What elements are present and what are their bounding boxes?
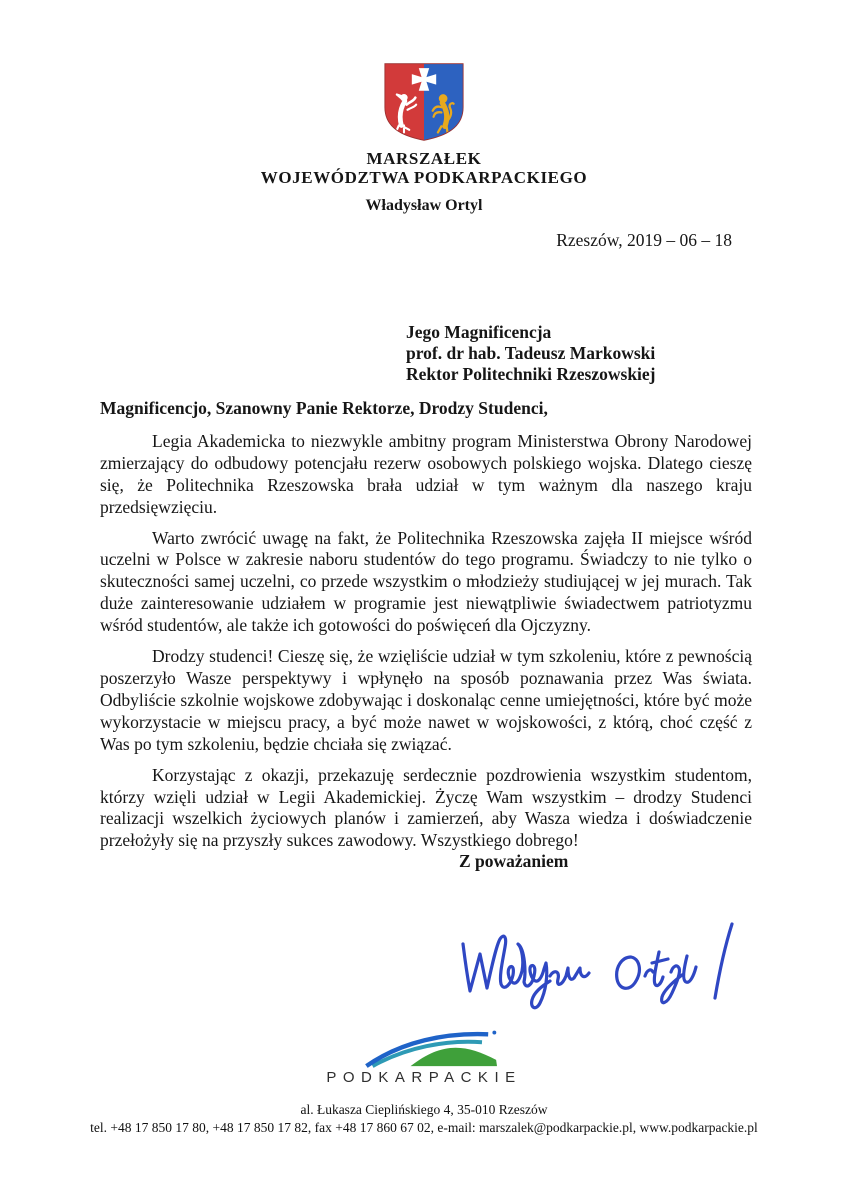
salutation: Magnificencjo, Szanowny Panie Rektorze, Drodzy Studenci, xyxy=(100,398,548,418)
letterhead-title-line2: WOJEWÓDZTWA PODKARPACKIEGO xyxy=(260,168,588,187)
footer-contact-block xyxy=(0,1101,848,1136)
footer-address-line: al. Łukasza Cieplińskiego 4, 35-010 Rzeszów xyxy=(300,1102,548,1117)
podkarpackie-swoosh-icon xyxy=(362,1028,512,1068)
letterhead-marshal-name: Władysław Ortyl xyxy=(365,197,483,214)
addressee-line: Jego Magnificencja xyxy=(406,322,552,342)
addressee-line: Rektor Politechniki Rzeszowskiej xyxy=(406,364,656,384)
paragraph-1: Legia Akademicka to niezwykle ambitny program Ministerstwa Obrony Narodowej zmierzający do odbudowy potencjału rezerw osobowych polskiego wojska. Dlatego cieszę się, że Politechnika Rzeszowska brała udział w tym ważnym dla naszego kraju przedsięwzięciu. xyxy=(100,430,752,517)
letterhead xyxy=(0,62,848,215)
addressee-block xyxy=(406,322,656,385)
podkarpackie-coat-of-arms-icon xyxy=(380,62,468,142)
handwritten-signature xyxy=(448,918,768,1018)
closing-phrase: Z poważaniem xyxy=(459,851,569,871)
paragraph-2: Warto zwrócić uwagę na fakt, że Politechnika Rzeszowska zajęła II miejsce wśród uczelni w Polsce w zakresie naboru studentów do tego programu. Świadczy to nie tylko o skuteczności samej uczelni, co przede wszystkim o młodzieży studiującej w jej murach. Tak duże zainteresowanie udziałem w programie jest niewątpliwie świadectwem patriotyzmu wśród studentów, ale także ich gotowości do poświęceń dla Ojczyzny. xyxy=(100,527,752,636)
addressee-line: prof. dr hab. Tadeusz Markowski xyxy=(406,343,656,363)
paragraph-3: Drodzy studenci! Cieszę się, że wzięliście udział w tym szkoleniu, które z pewnością poszerzyło Wasze perspektywy i wpłynęło na sposób poznawania przez Was świata. Odbyliście szkolnie wojskowe zdobywając i doskonaląc cenne umiejętności, które być może wykorzystacie w miejscu pracy, a być może nawet w wojskowości, z którą, choć część z Was po tym szkoleniu, będzie chciała się związać. xyxy=(100,646,752,754)
letterhead-title-line1: MARSZAŁEK xyxy=(366,149,482,168)
podkarpackie-logo-text: PODKARPACKIE xyxy=(326,1069,522,1086)
podkarpackie-logo xyxy=(0,1028,848,1086)
letter-body xyxy=(100,398,752,861)
paragraph-4: Korzystając z okazji, przekazuję serdecznie pozdrowienia wszystkim studentom, którzy wzięli udział w Legii Akademickiej. Życzę Wam wszystkim – drodzy Studenci realizacji wszelkich życiowych planów i zamierzeń, aby Wasza wiedza i doświadczenie przełożyły się na przyszły sukces zawodowy. Wszystkiego dobrego! xyxy=(100,764,752,851)
footer-contact-line: tel. +48 17 850 17 80, +48 17 850 17 82, fax +48 17 860 67 02, e-mail: marszalek@podkarpackie.pl, www.podkarpackie.pl xyxy=(90,1119,758,1135)
crest-blue-field xyxy=(424,62,467,142)
dateline: Rzeszów, 2019 – 06 – 18 xyxy=(556,230,732,250)
